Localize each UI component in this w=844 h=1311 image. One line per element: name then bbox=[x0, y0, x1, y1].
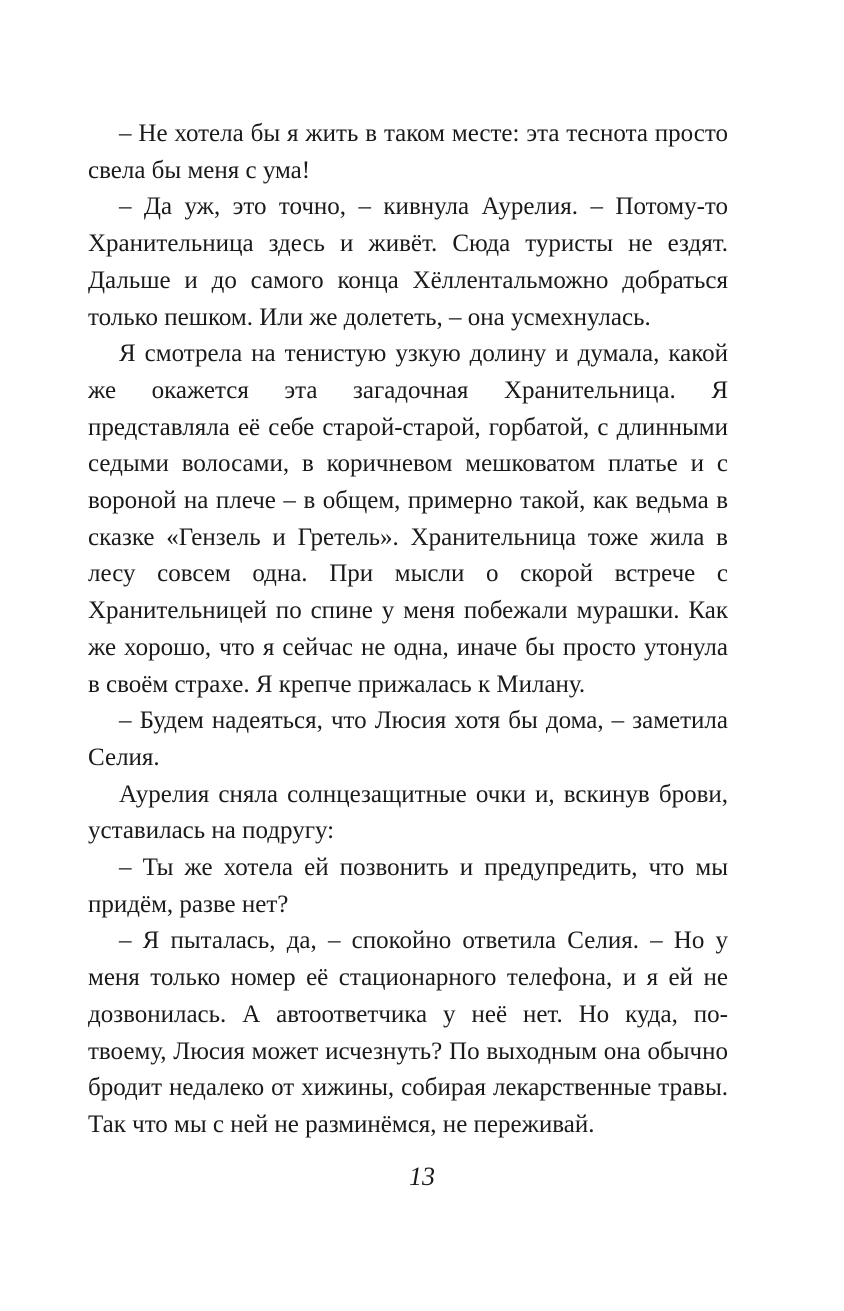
paragraph-6: – Ты же хотела ей позвонить и предупредить, что мы придём, разве нет? bbox=[88, 854, 728, 918]
paragraph-4: – Будем надеяться, что Люсия хотя бы дома, – заметила Селия. bbox=[88, 707, 728, 771]
paragraph-3: Я смотрела на тенистую узкую долину и думала, какой же окажется эта загадочная Хранительница. Я представляла её себе старой-старой, горбатой, с длинными седыми волосами, в коричневом мешковатом платье и с вороной на плече – в общем, примерно такой, как ведьма в сказке «Гензель и Гретель». Хранительница тоже жила в лесу совсем одна. При мысли о скорой встрече с Хранительницей по спине у меня побежали мурашки. Как же хорошо, что я сейчас не одна, иначе бы просто утонула в своём страхе. Я крепче прижалась к Милану. bbox=[88, 340, 728, 698]
paragraph-5: Аурелия сняла солнцезащитные очки и, вскинув брови, уставилась на подругу: bbox=[88, 780, 728, 845]
paragraph-2: – Да уж, это точно, – кивнула Аурелия. – Потому-то Хранительница здесь и живёт. Сюда туристы не ездят. Дальше и до самого конца Хёллентальможно добраться только пешком. Или же долететь, – она усмехнулась. bbox=[88, 193, 728, 331]
paragraph-1: – Не хотела бы я жить в таком месте: эта теснота просто свела бы меня с ума! bbox=[88, 120, 728, 184]
page-number: 13 bbox=[409, 1162, 435, 1191]
body-text bbox=[88, 116, 728, 1144]
paragraph-7: – Я пыталась, да, – спокойно ответила Селия. – Но у меня только номер её стационарного телефона, и я ей не дозвонилась. А автоответчика у неё нет. Но куда, по-твоему, Люсия может исчезнуть? По выходным она обычно бродит недалеко от хижины, собирая лекарственные травы. Так что мы с ней не разминёмся, не переживай. bbox=[88, 927, 728, 1138]
